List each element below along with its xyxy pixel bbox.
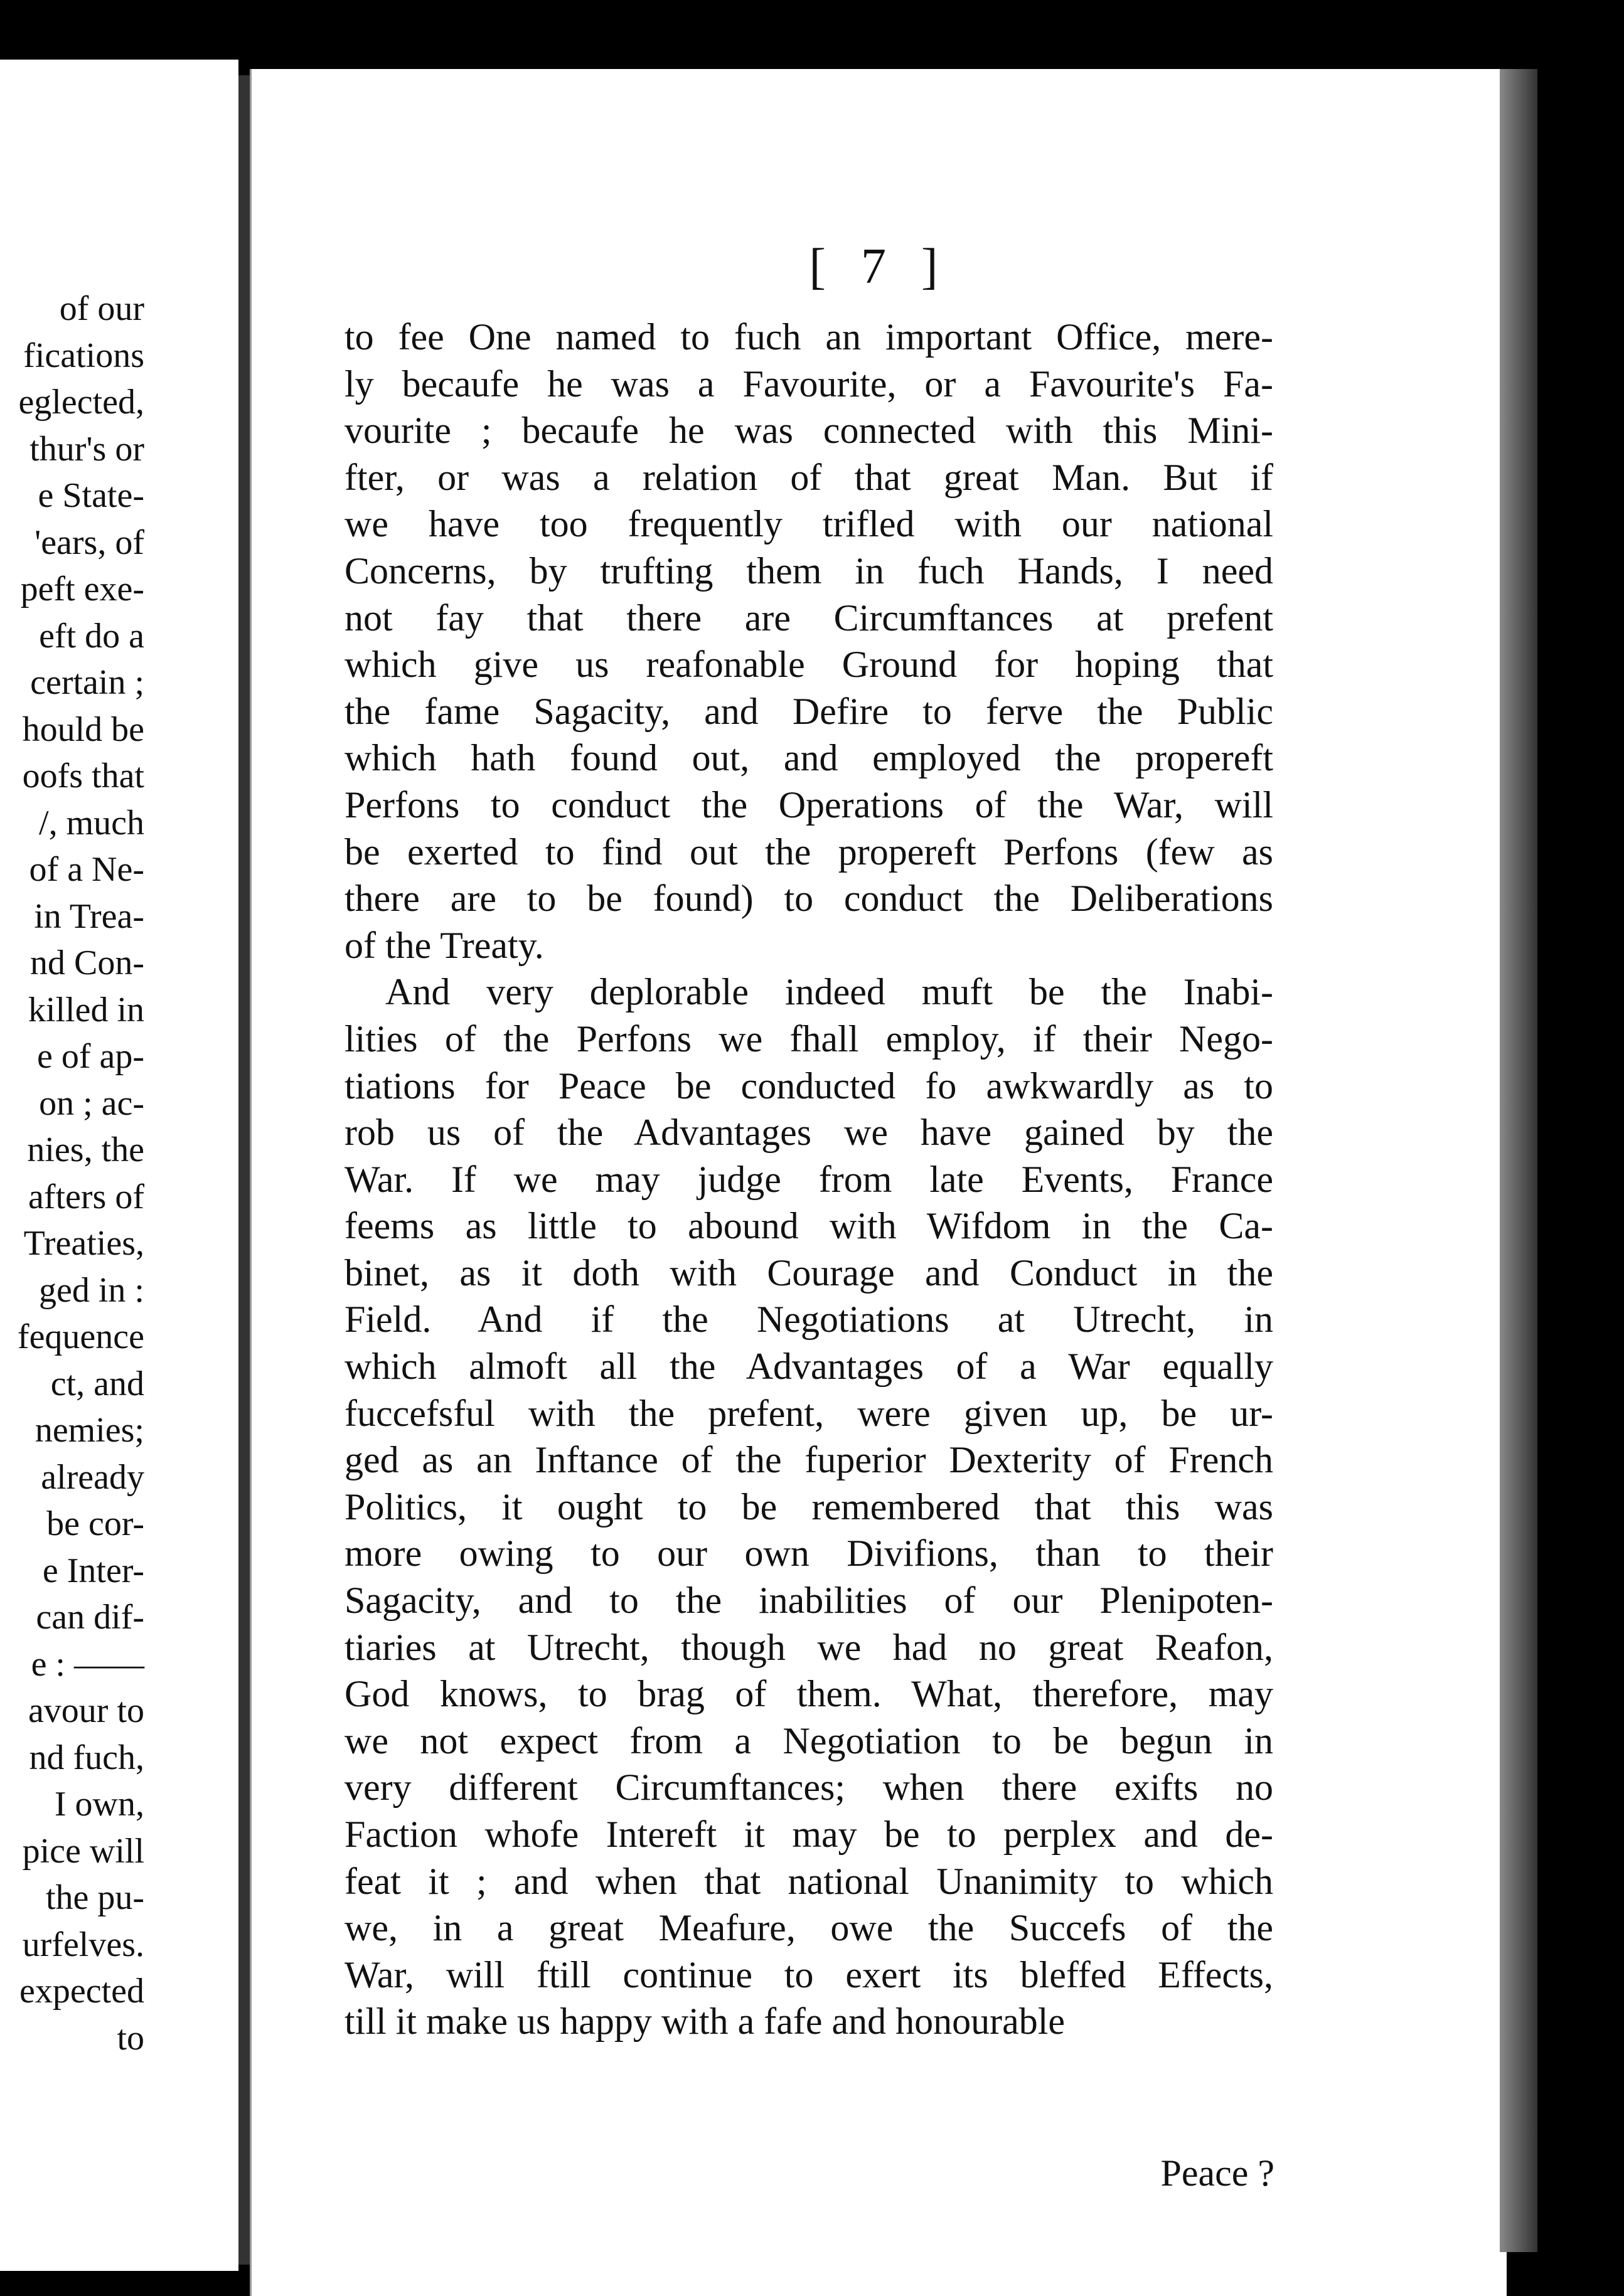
body-line: which hath found out, and employed the propereft (345, 737, 1273, 779)
left-page-line: e State- (38, 476, 144, 515)
left-page-line: /, much (39, 803, 144, 842)
left-page-line: expected (19, 1972, 144, 2011)
body-line: fter, or was a relation of that great Man. But if (345, 456, 1273, 498)
left-page-line: nies, the (27, 1130, 144, 1169)
body-line: be exerted to find out the propereft Perfons (few as (345, 831, 1273, 873)
body-line: rob us of the Advantages we have gained by the (345, 1112, 1273, 1154)
left-page-line: I own, (54, 1785, 144, 1824)
left-page-line: ct, and (50, 1364, 144, 1403)
body-line: Field. And if the Negotiations at Utrecht, in (345, 1299, 1273, 1341)
left-page-fragment (0, 60, 238, 2271)
book-gutter (238, 75, 250, 2265)
left-page-line: on ; ac- (39, 1083, 144, 1123)
body-line: vourite ; becaufe he was connected with this Mini- (345, 410, 1273, 452)
body-line: Concerns, by trufting them in fuch Hands, I need (345, 550, 1273, 592)
body-text (345, 314, 1273, 2045)
right-page (250, 69, 1507, 2296)
page-number: [ 7 ] (809, 239, 949, 294)
body-line: we have too frequently trifled with our national (345, 503, 1273, 545)
left-page-line: killed in (28, 990, 144, 1029)
left-page-line: nemies; (35, 1411, 144, 1450)
body-line: there are to be found) to conduct the Deliberations (345, 878, 1273, 920)
body-line: ged as an Inftance of the fuperior Dexterity of French (345, 1439, 1273, 1481)
body-line: till it make us happy with a fafe and honourable (345, 2001, 1065, 2043)
left-page-line: certain ; (30, 663, 144, 702)
left-page-line: avour to (28, 1691, 144, 1730)
body-line: tiations for Peace be conducted fo awkwardly as to (345, 1065, 1273, 1107)
left-page-line: already (41, 1457, 144, 1497)
left-page-line: of our (59, 289, 144, 328)
body-line: Sagacity, and to the inabilities of our Plenipoten- (345, 1580, 1273, 1622)
body-line: we, in a great Meafure, owe the Succefs of the (345, 1907, 1273, 1949)
left-page-line: 'ears, of (35, 523, 144, 562)
body-line: feat it ; and when that national Unanimity to which (345, 1860, 1273, 1902)
body-line: feems as little to abound with Wifdom in the Ca- (345, 1205, 1273, 1247)
body-line: of the Treaty. (345, 924, 544, 966)
body-line: And very deplorable indeed muft be the Inabi- (385, 971, 1273, 1013)
body-line: fuccefsful with the prefent, were given up, be ur- (345, 1392, 1273, 1434)
left-page-line: e : —— (31, 1644, 144, 1684)
left-page-line: nd fuch, (29, 1738, 144, 1777)
body-line: more owing to our own Divifions, than to their (345, 1533, 1273, 1575)
body-line: Perfons to conduct the Operations of the War, will (345, 784, 1273, 826)
body-line: we not expect from a Negotiation to be begun in (345, 1719, 1273, 1762)
body-line: tiaries at Utrecht, though we had no great Reafon, (345, 1626, 1273, 1668)
left-page-line: Treaties, (23, 1224, 144, 1263)
left-page-line: urfelves. (22, 1925, 144, 1964)
catchword: Peace ? (1160, 2152, 1274, 2194)
left-page-line: hould be (22, 710, 144, 749)
body-line: War, will ftill continue to exert its bleffed Effects, (345, 1953, 1273, 1996)
body-line: to fee One named to fuch an important Office, mere- (345, 316, 1273, 358)
body-line: very different Circumftances; when there exifts no (345, 1767, 1273, 1809)
left-page-line: eft do a (39, 616, 144, 656)
left-page-line: the pu- (45, 1878, 144, 1917)
left-page-line: fications (23, 336, 144, 375)
left-page-line: oofs that (22, 757, 144, 795)
left-page-line: fequence (17, 1317, 144, 1356)
left-page-line: e Inter- (42, 1551, 144, 1590)
body-line: the fame Sagacity, and Defire to ferve the Public (345, 690, 1273, 732)
left-page-line: thur's or (29, 429, 144, 469)
left-page-line: to (117, 2018, 144, 2058)
page-edge (1500, 69, 1537, 2252)
left-page-line: in Trea- (34, 896, 144, 936)
left-page-line: of a Ne- (29, 850, 144, 889)
body-line: which give us reafonable Ground for hoping that (345, 644, 1273, 686)
body-line: lities of the Perfons we fhall employ, if their Nego- (345, 1018, 1273, 1060)
body-line: binet, as it doth with Courage and Conduct in the (345, 1252, 1273, 1294)
left-page-line: be cor- (46, 1504, 144, 1543)
left-page-line: e of ap- (36, 1037, 144, 1076)
left-page-line: pice will (22, 1831, 144, 1871)
left-page-line: peft exe- (20, 570, 144, 609)
body-line: not fay that there are Circumftances at prefent (345, 597, 1273, 639)
body-line: which almoft all the Advantages of a War equally (345, 1346, 1273, 1388)
body-line: ly becaufe he was a Favourite, or a Favourite's Fa- (345, 363, 1273, 405)
left-page-line: ged in : (39, 1270, 144, 1310)
left-page-line: can dif- (36, 1598, 144, 1637)
left-page-line: eglected, (18, 383, 144, 422)
left-page-line: afters of (28, 1177, 144, 1216)
body-line: Faction whofe Intereft it may be to perplex and de- (345, 1814, 1273, 1855)
left-page-line: nd Con- (30, 943, 144, 982)
body-line: Politics, it ought to be remembered that this was (345, 1485, 1273, 1528)
body-line: War. If we may judge from late Events, France (345, 1158, 1273, 1200)
body-line: God knows, to brag of them. What, therefore, may (345, 1673, 1273, 1715)
